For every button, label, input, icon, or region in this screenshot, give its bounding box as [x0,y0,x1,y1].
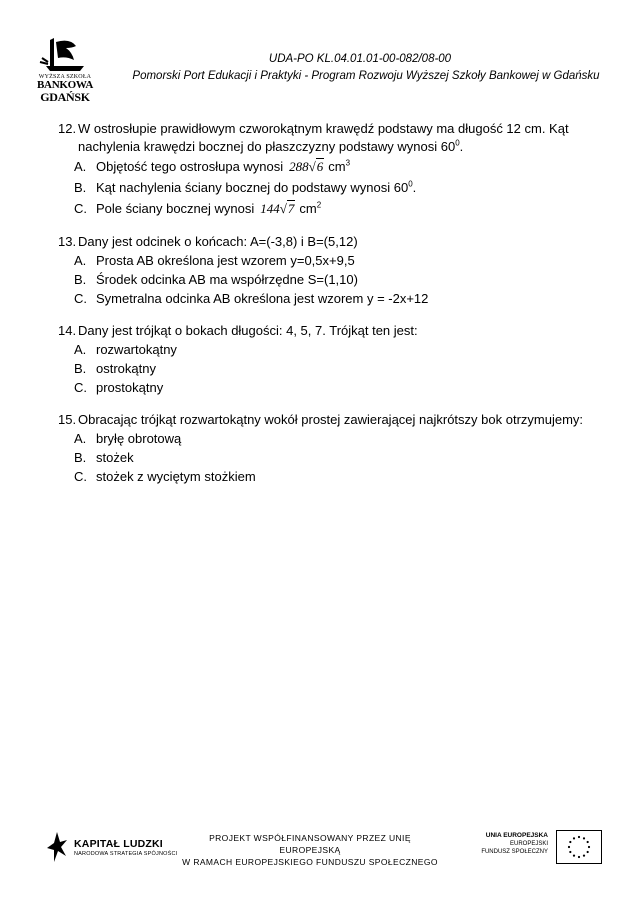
unit: $cm^3$ [328,158,351,174]
option-letter: C. [74,468,87,484]
questions-list [58,120,603,500]
option-a [74,251,603,270]
question-text: Dany jest odcinek o końcach: A=(-3,8) i B=(5,12) [78,234,358,249]
wsb-logo [36,36,94,108]
project-info [180,832,440,868]
eu-text [478,832,548,856]
options-list [74,340,603,397]
eu-star [573,837,575,839]
option-c [74,198,603,219]
option-letter: A. [74,341,87,357]
question-text: Obracając trójkąt rozwartokątny wokół prostej zawierającej najkrótszy bok otrzymujemy: [78,412,584,427]
eu-star [578,856,580,858]
logo-line-2: BANKOWA [37,79,93,91]
option-text: Pole ściany bocznej wynosi [96,200,255,216]
project-line-2: W RAMACH EUROPEJSKIEGO FUNDUSZU SPOŁECZNEGO [182,857,438,867]
option-c [74,289,603,308]
option-text: Symetralna odcinka AB określona jest wzorem y = -2x+12 [96,290,429,306]
question-text-continued: nachylenia krawędzi bocznej do płaszczyzny podstawy wynosi $60^0$. [78,138,464,154]
option-text: stożek [96,449,134,465]
eu-flag-icon [556,830,602,864]
eu-line-1: UNIA EUROPEJSKA [485,832,548,839]
option-letter: B. [74,449,87,465]
option-b [74,270,603,289]
option-a [74,429,603,448]
eu-star [588,846,590,848]
sqrt-expression: 288√6 [289,158,324,174]
option-letter: A. [74,430,87,446]
option-text: Środek odcinka AB ma współrzędne S=(1,10) [96,271,358,287]
sqrt-expression: 144√7 [260,200,295,216]
option-text: stożek z wyciętym stożkiem [96,468,256,484]
page-footer [0,820,638,880]
eu-star [569,851,571,853]
option-text: Objętość tego ostrosłupa wynosi [96,158,284,174]
eu-star [569,841,571,843]
options-list [74,156,603,219]
kl-subtitle: NARODOWA STRATEGIA SPÓJNOŚCI [74,850,178,857]
option-text: ostrokątny [96,360,156,376]
unit: $cm^2$ [299,200,322,216]
option-c [74,467,603,486]
option-text: bryłę obrotową [96,430,182,446]
option-letter: B. [74,360,87,376]
option-b [74,448,603,467]
question-number: 15. [58,412,77,427]
eu-line-3: FUNDUSZ SPOŁECZNY [481,849,548,855]
program-subtitle: Pomorski Port Edukacji i Praktyki - Program Rozwoju Wyższej Szkoły Bankowej w Gdańsku [132,70,600,82]
option-text: rozwartokątny [96,341,177,357]
ship-emblem-icon [36,36,94,72]
kl-title: KAPITAŁ LUDZKI [74,837,163,850]
kapital-ludzki-star-icon [46,830,68,864]
option-text: Kąt nachylenia ściany bocznej do podstawy wynosi $60^0$. [96,179,417,195]
page-header [100,51,620,85]
question-15 [58,411,603,486]
eu-star [578,836,580,838]
option-letter: B. [74,271,87,287]
eu-star [568,846,570,848]
option-text: Prosta AB określona jest wzorem y=0,5x+9,5 [96,252,355,268]
options-list [74,429,603,486]
option-letter: C. [74,200,87,216]
options-list [74,251,603,308]
option-letter: A. [74,252,87,268]
option-letter: A. [74,158,87,174]
option-b [74,359,603,378]
logo-line-3: GDAŃSK [40,90,90,104]
eu-star [573,855,575,857]
option-letter: C. [74,379,87,395]
question-14 [58,322,603,397]
question-13 [58,233,603,308]
question-number: 12. [58,121,77,136]
logo-line-1: WYŻSZA SZKOŁA [38,74,92,80]
eu-line-2: EUROPEJSKI [509,841,548,847]
option-letter: C. [74,290,87,306]
eu-star [587,851,589,853]
question-number: 14. [58,323,77,338]
question-text: W ostrosłupie prawidłowym czworokątnym krawędź podstawy ma długość 12 cm. Kąt [78,121,569,136]
eu-star [583,855,585,857]
question-12 [58,120,603,219]
option-letter: B. [74,179,87,195]
option-a [74,340,603,359]
question-text: Dany jest trójkąt o bokach długości: 4, 5, 7. Trójkąt ten jest: [78,323,418,338]
question-number: 13. [58,234,77,249]
eu-star [583,837,585,839]
eu-star [587,841,589,843]
kapital-ludzki-logo [46,830,177,864]
option-a [74,156,603,177]
project-line-1: PROJEKT WSPÓŁFINANSOWANY PRZEZ UNIĘ EUROPEJSKĄ [209,833,411,855]
option-text: prostokątny [96,379,164,395]
option-c [74,378,603,397]
option-b [74,177,603,198]
document-code: UDA-PO KL.04.01.01-00-082/08-00 [268,53,452,65]
